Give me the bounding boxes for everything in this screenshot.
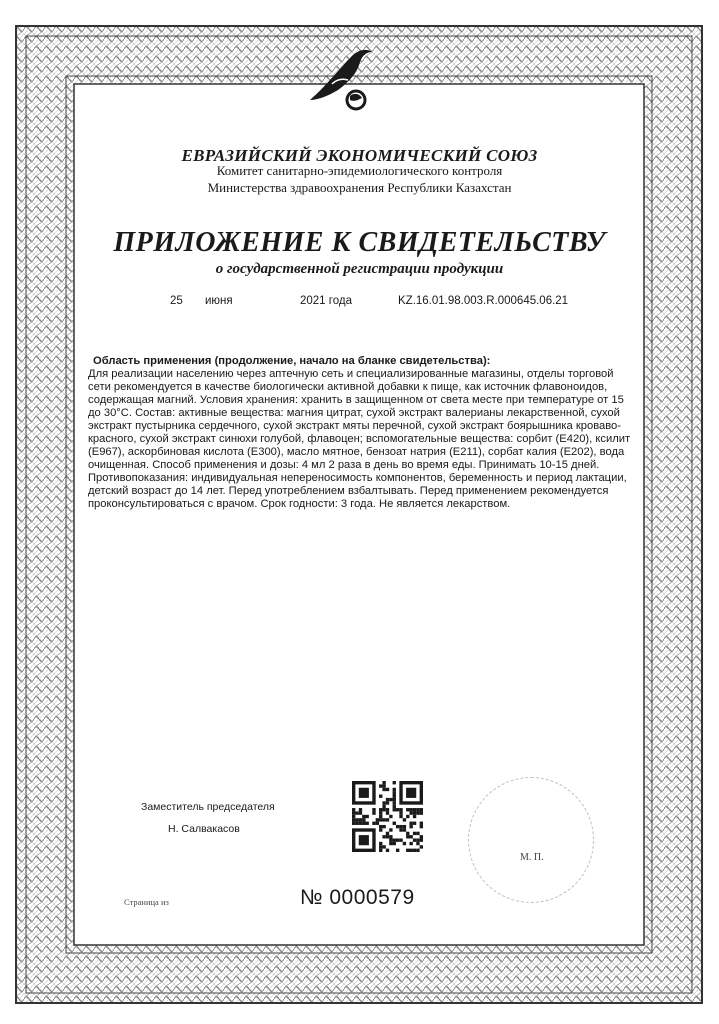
qr-code bbox=[352, 781, 423, 854]
signatory-name: Н. Салвакасов bbox=[168, 823, 240, 835]
eagle-emblem-icon bbox=[308, 40, 378, 112]
page-label: Страница из bbox=[124, 897, 169, 907]
stamp-label: М. П. bbox=[520, 852, 544, 863]
registration-number: KZ.16.01.98.003.R.000645.06.21 bbox=[398, 295, 569, 307]
document-title: ПРИЛОЖЕНИЕ К СВИДЕТЕЛЬСТВУ bbox=[113, 227, 606, 258]
form-number: № 0000579 bbox=[300, 886, 415, 909]
application-scope bbox=[88, 355, 633, 511]
organization-name: ЕВРАЗИЙСКИЙ ЭКОНОМИЧЕСКИЙ СОЮЗ bbox=[181, 146, 538, 165]
issue-day: 25 bbox=[170, 295, 183, 307]
scope-heading: Область применения (продолжение, начало на бланке свидетельства): bbox=[93, 355, 491, 367]
issue-month: июня bbox=[205, 295, 233, 307]
scope-text: Для реализации населению через аптечную сеть и специализированные магазины, отделы торговой сети рекомендуется в качестве биологически активной добавки к пище, как источник флавоноидов, содержащая магний. Условия хранения: хранить в защищенном от света месте при температуре от 15 до 30°С. Состав: активные вещества: магния цитрат, сухой экстракт валерианы лекарственной, сухой экстракт пустырника сердечного, сухой экстракт мяты перечной, сухой экстракт боярышника кроваво-красного, сухой экстракт синюхи голубой, флавоцен; вспомогательные вещества: сорбит (Е420), ксилит (Е967), аскорбиновая кислота (Е300), масло мятное, бензоат натрия (Е211), сорбат калия (Е202), вода очищенная. Способ применения и дозы: 4 мл 2 раза в день во время еды. Принимать 10-15 дней. Противопоказания: индивидуальная непереносимость компонентов, беременность и период лактации, детский возраст до 14 лет. Перед употреблением взбалтывать. Перед применением рекомендуется проконсультироваться с врачом. Срок годности: 3 года. Не является лекарством. bbox=[88, 368, 631, 510]
signatory-role: Заместитель председателя bbox=[141, 801, 275, 813]
committee-name: Комитет санитарно-эпидемиологического контроля bbox=[216, 163, 503, 178]
official-stamp bbox=[468, 777, 594, 903]
issue-year: 2021 года bbox=[300, 295, 352, 307]
ministry-name: Министерства здравоохранения Республики Казахстан bbox=[207, 180, 512, 195]
document-subtitle: о государственной регистрации продукции bbox=[215, 261, 504, 277]
